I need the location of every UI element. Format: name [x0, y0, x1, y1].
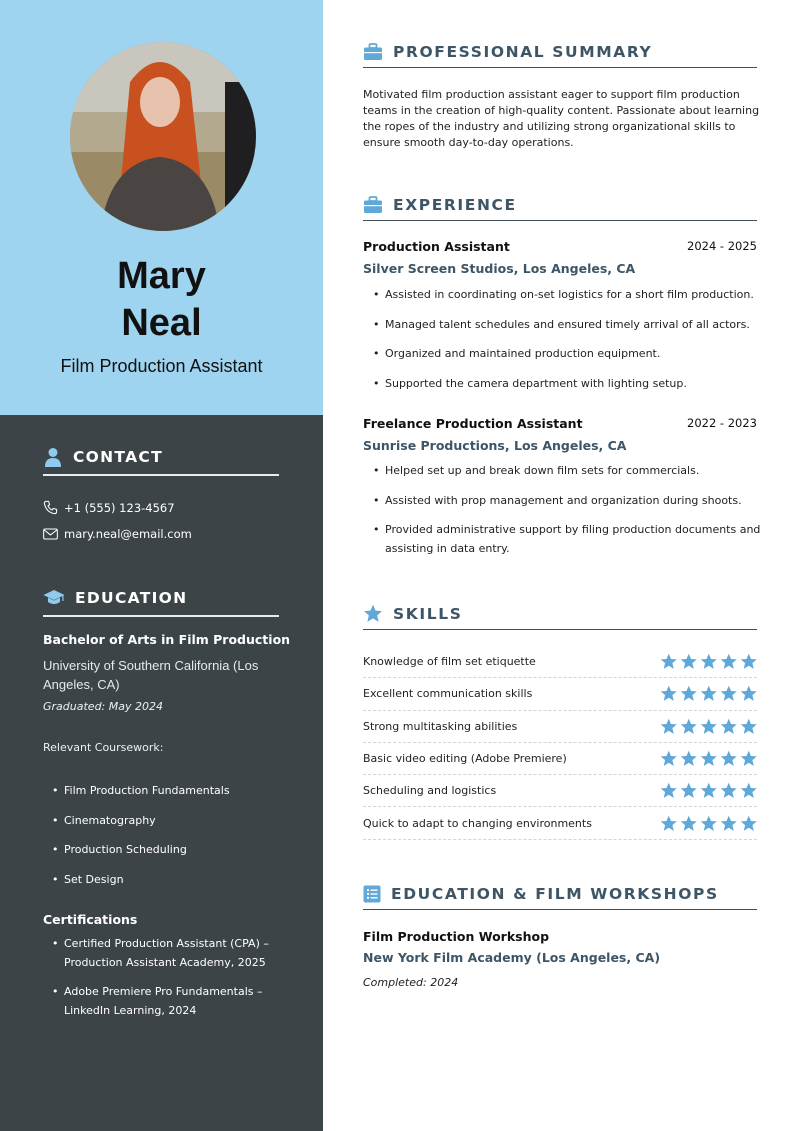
skills-heading — [363, 602, 757, 630]
graduation-date: Graduated: May 2024 — [43, 700, 163, 713]
list-item: • Assisted with prop management and organization during shoots. — [373, 491, 773, 510]
briefcase-icon — [363, 43, 383, 61]
briefcase-icon — [363, 196, 383, 214]
graduation-cap-icon — [43, 589, 65, 607]
certification-list — [52, 934, 292, 1030]
star-icon — [660, 815, 678, 832]
list-item: • Set Design — [52, 870, 230, 900]
star-icon — [660, 750, 678, 767]
skills-title: SKILLS — [393, 604, 463, 623]
star-icon — [660, 718, 678, 735]
workshops-title: EDUCATION & FILM WORKSHOPS — [391, 884, 719, 903]
list-item: • Adobe Premiere Pro Fundamentals – LinkedIn Learning, 2024 — [52, 982, 292, 1020]
skill-name: Excellent communication skills — [363, 687, 533, 701]
workshops-heading — [363, 882, 757, 910]
star-icon — [700, 815, 718, 832]
job-company: Sunrise Productions, Los Angeles, CA — [363, 438, 627, 453]
job-role: Film Production Assistant — [60, 356, 263, 376]
job-company: Silver Screen Studios, Los Angeles, CA — [363, 261, 636, 276]
job-dates: 2024 - 2025 — [687, 239, 757, 253]
star-rating — [660, 782, 758, 799]
coursework-label: Relevant Coursework: — [43, 741, 164, 754]
phone-number: +1 (555) 123-4567 — [64, 500, 175, 515]
star-icon — [660, 653, 678, 670]
star-icon — [363, 604, 383, 623]
skill-row — [363, 646, 757, 678]
star-icon — [740, 815, 758, 832]
star-icon — [740, 685, 758, 702]
list-item: • Organized and maintained production equipment. — [373, 344, 773, 374]
list-icon — [363, 885, 381, 903]
course-list — [52, 781, 230, 899]
summary-text: Motivated film production assistant eager to support film production teams in the creation of high-quality content. Passionate about learning the ropes of the industry and utilizing strong organizational skills to ensure smooth day-to-day operations. — [363, 88, 760, 149]
star-icon — [660, 685, 678, 702]
star-rating — [660, 750, 758, 767]
star-icon — [700, 782, 718, 799]
star-rating — [660, 718, 758, 735]
experience-title: EXPERIENCE — [393, 195, 517, 214]
star-icon — [700, 718, 718, 735]
skill-row — [363, 775, 757, 807]
list-item: • Supported the camera department with lighting setup. — [373, 374, 773, 404]
star-icon — [680, 782, 698, 799]
star-icon — [740, 718, 758, 735]
star-rating — [660, 685, 758, 702]
skill-name: Quick to adapt to changing environments — [363, 816, 592, 830]
contact-heading — [43, 446, 279, 476]
list-item: • Helped set up and break down film sets for commercials. — [373, 461, 773, 480]
phone-row[interactable] — [43, 500, 175, 515]
list-item: • Certified Production Assistant (CPA) – Production Assistant Academy, 2025 — [52, 934, 292, 972]
skill-name: Scheduling and logistics — [363, 784, 497, 798]
star-rating — [660, 653, 758, 670]
star-icon — [680, 718, 698, 735]
last-name: Neal — [121, 302, 202, 344]
profile-photo — [70, 42, 256, 231]
star-icon — [680, 653, 698, 670]
star-icon — [660, 782, 678, 799]
job-bullets — [373, 461, 773, 569]
star-icon — [740, 750, 758, 767]
star-icon — [700, 685, 718, 702]
star-icon — [720, 653, 738, 670]
star-icon — [720, 718, 738, 735]
email-address: mary.neal@email.com — [64, 527, 192, 541]
skill-name: Basic video editing (Adobe Premiere) — [363, 752, 567, 766]
experience-heading — [363, 193, 757, 221]
job-title: Freelance Production Assistant — [363, 416, 583, 431]
list-item: • Managed talent schedules and ensured timely arrival of all actors. — [373, 315, 773, 345]
job-title: Production Assistant — [363, 239, 510, 254]
star-icon — [720, 750, 738, 767]
skill-row — [363, 678, 757, 710]
star-icon — [680, 685, 698, 702]
star-icon — [680, 815, 698, 832]
education-title: EDUCATION — [75, 589, 188, 607]
skill-row — [363, 711, 757, 743]
job-dates: 2022 - 2023 — [687, 416, 757, 430]
list-item: • Film Production Fundamentals — [52, 781, 230, 811]
list-item: • Production Scheduling — [52, 840, 230, 870]
school-name: University of Southern California (Los Angeles, CA) — [43, 658, 259, 692]
skill-name: Strong multitasking abilities — [363, 719, 518, 733]
user-icon — [43, 447, 63, 467]
star-icon — [720, 782, 738, 799]
workshop-date: Completed: 2024 — [363, 976, 459, 989]
certifications-label: Certifications — [43, 912, 138, 927]
skill-name: Knowledge of film set etiquette — [363, 655, 536, 669]
star-icon — [740, 653, 758, 670]
skill-row — [363, 807, 757, 839]
list-item: • Cinematography — [52, 811, 230, 841]
star-icon — [720, 685, 738, 702]
list-item: • Provided administrative support by filing production documents and assisting in data entry. — [373, 520, 773, 558]
education-heading — [43, 587, 279, 617]
email-row[interactable] — [43, 527, 192, 541]
first-name: Mary — [117, 255, 206, 297]
star-rating — [660, 815, 758, 832]
summary-heading — [363, 40, 757, 68]
skills-list — [363, 646, 757, 840]
list-item: • Assisted in coordinating on-set logistics for a short film production. — [373, 285, 773, 315]
star-icon — [680, 750, 698, 767]
star-icon — [720, 815, 738, 832]
sidebar — [0, 0, 323, 1131]
skill-row — [363, 743, 757, 775]
envelope-icon — [43, 528, 58, 540]
star-icon — [700, 653, 718, 670]
degree-name: Bachelor of Arts in Film Production — [43, 632, 291, 647]
contact-title: CONTACT — [73, 448, 163, 466]
star-icon — [740, 782, 758, 799]
workshop-organization: New York Film Academy (Los Angeles, CA) — [363, 950, 661, 965]
phone-icon — [43, 500, 58, 515]
workshop-name: Film Production Workshop — [363, 929, 550, 944]
star-icon — [700, 750, 718, 767]
summary-title: PROFESSIONAL SUMMARY — [393, 42, 653, 61]
job-bullets — [373, 285, 773, 403]
